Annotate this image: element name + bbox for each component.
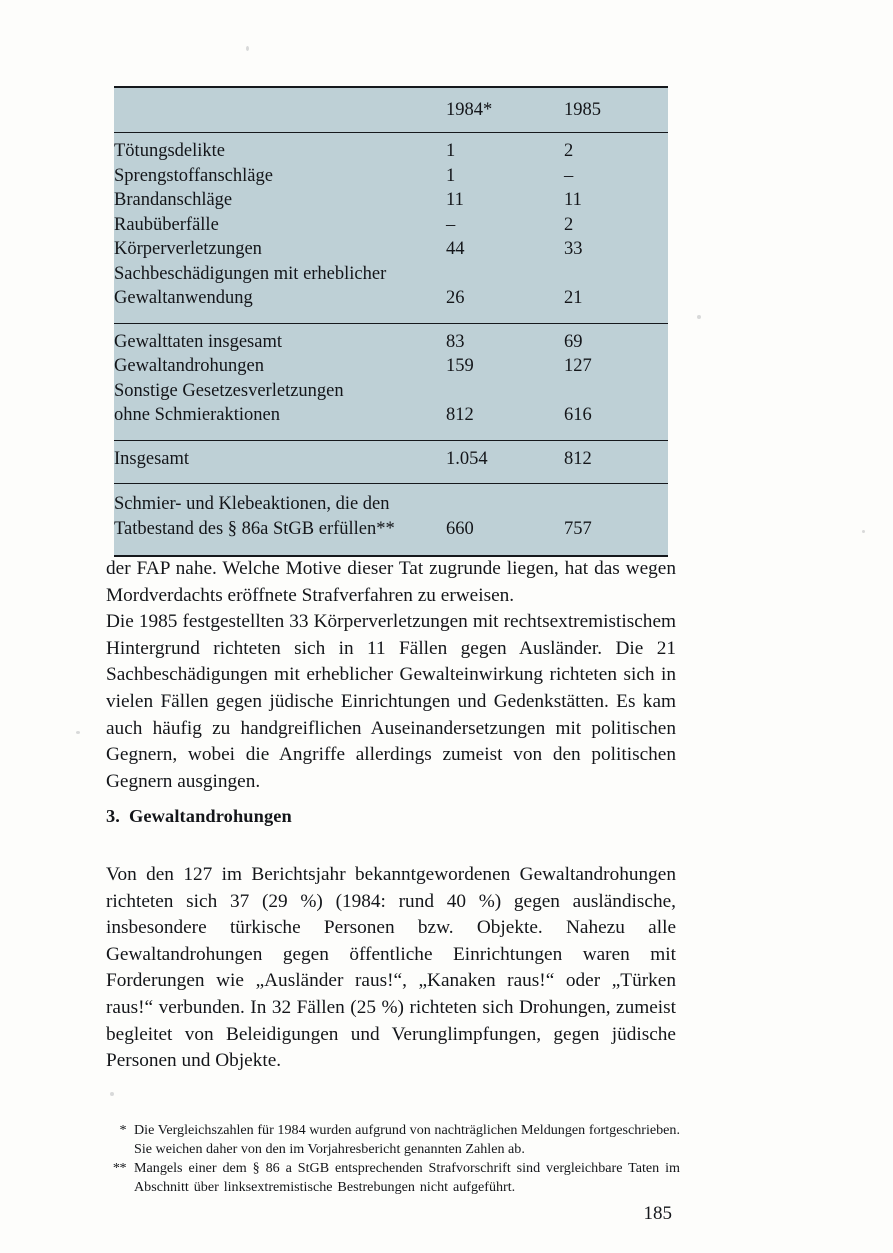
row-value-1985: 127 — [564, 356, 592, 376]
table-header-label — [114, 87, 446, 133]
row-value-1984 — [446, 382, 564, 407]
footnotes — [108, 1121, 680, 1196]
body-text-block-upper — [106, 556, 676, 795]
row-label: Tötungsdelikte — [114, 141, 225, 161]
table-total-row — [114, 450, 668, 475]
footnote-marker: * — [119, 1122, 126, 1138]
scan-speck — [110, 1092, 114, 1096]
table-gap — [114, 474, 668, 484]
row-value-1985 — [564, 265, 668, 290]
table-row — [114, 406, 668, 431]
row-label: Insgesamt — [114, 448, 190, 469]
table-row — [114, 216, 668, 241]
row-value-1984 — [446, 495, 564, 520]
footnote-text: Die Vergleichszahlen für 1984 wurden aufgrund von nachträglichen Meldungen fortgeschrieben. Sie weichen daher von den im Vorjahresbericht genannten Zahlen ab. — [134, 1122, 680, 1157]
row-label: Tatbestand des § 86a StGB erfüllen** — [114, 518, 395, 539]
table-row — [114, 333, 668, 358]
row-value-1984: 44 — [446, 239, 465, 259]
table-row — [114, 167, 668, 192]
table-row — [114, 520, 668, 545]
table-header-1984: 1984* — [446, 99, 493, 120]
row-label: Gewaltandrohungen — [114, 356, 265, 376]
paragraph-1: der FAP nahe. Welche Motive dieser Tat zugrunde liegen, hat das wegen Mordverdachts eröffnete Strafverfahren zu erweisen. — [106, 558, 676, 606]
row-label: Körperverletzungen — [114, 239, 262, 259]
statistics-table — [114, 86, 668, 557]
table-header-1985: 1985 — [564, 99, 601, 120]
table-gap — [114, 544, 668, 556]
row-value-1984: 1 — [446, 165, 456, 186]
table-row — [114, 495, 668, 520]
table-row — [114, 382, 668, 407]
row-value-1985 — [564, 495, 668, 520]
row-value-1985 — [564, 382, 668, 407]
page-number: 185 — [643, 1203, 672, 1224]
row-value-1984: 83 — [446, 331, 465, 352]
row-value-1984: 1 — [446, 141, 456, 161]
paragraph-2: Die 1985 festgestellten 33 Körperverletzungen mit rechtsextremistischem Hintergrund richteten sich in 11 Fällen gegen Ausländer. Die 21 Sachbeschädigungen mit erheblicher Gewalteinwirkung richteten sich in vielen Fällen gegen jüdische Einrichtungen und Gedenkstätten. Es kam auch häufig zu handgreiflichen Auseinandersetzungen mit politischen Gegnern, wobei die Angriffe allerdings zumeist von den politischen Gegnern ausgingen. — [106, 611, 676, 792]
row-value-1985: 757 — [564, 518, 592, 539]
table-row — [114, 265, 668, 290]
row-value-1984: 159 — [446, 356, 474, 376]
row-value-1984: – — [446, 214, 456, 235]
table-gap — [114, 431, 668, 441]
table-row — [114, 357, 668, 382]
row-label: Sachbeschädigungen mit erheblicher — [114, 263, 387, 284]
row-label: Sprengstoffanschläge — [114, 165, 273, 186]
row-value-1985: 812 — [564, 448, 592, 469]
row-label: Gewalttaten insgesamt — [114, 331, 282, 352]
table-row — [114, 289, 668, 314]
scan-speck — [862, 530, 865, 533]
row-value-1985: – — [564, 165, 574, 186]
footnote-item — [108, 1159, 680, 1196]
row-label: Sonstige Gesetzesverletzungen — [114, 380, 344, 401]
row-value-1985: 2 — [564, 214, 574, 235]
table-row — [114, 240, 668, 265]
footnote-marker: ** — [112, 1160, 126, 1177]
row-value-1985: 33 — [564, 239, 583, 259]
table-header-row — [114, 87, 668, 133]
scan-speck — [246, 46, 249, 51]
row-value-1985: 21 — [564, 288, 583, 308]
row-value-1985: 11 — [564, 190, 582, 210]
footnote-item — [108, 1121, 680, 1158]
section-heading — [106, 806, 676, 827]
footnote-text: Mangels einer dem § 86 a StGB entsprechenden Strafvorschrift sind vergleichbare Taten im Abschnitt über linksextremistische Bestrebungen nicht aufgeführt. — [134, 1160, 680, 1195]
row-label: Brandanschläge — [114, 190, 233, 210]
row-label: Schmier- und Klebeaktionen, die den — [114, 494, 390, 514]
table-row — [114, 191, 668, 216]
row-value-1984 — [446, 265, 564, 290]
row-label: Gewaltanwendung — [114, 288, 253, 308]
table-row — [114, 142, 668, 167]
row-value-1984: 11 — [446, 190, 464, 210]
table-gap — [114, 314, 668, 324]
paragraph-3: Von den 127 im Berichtsjahr bekanntgewordenen Gewaltandrohungen richteten sich 37 (29 %) (1984: rund 40 %) gegen ausländische, insbesondere türkische Personen bzw. Objekte. Nahezu alle Gewaltandrohungen gegen öffentliche Einrichtungen waren mit Forderungen wie „Ausländer raus!“, „Kanaken raus!“ oder „Türken raus!“ verbunden. In 32 Fällen (25 %) richteten sich Drohungen, zumeist begleitet von Beleidigungen und Verunglimpfungen, gegen jüdische Personen und Objekte. — [106, 864, 676, 1072]
scan-speck — [697, 315, 701, 319]
row-value-1985: 69 — [564, 331, 583, 352]
scan-speck — [76, 731, 80, 734]
row-value-1984: 1.054 — [446, 448, 488, 469]
row-value-1984: 26 — [446, 288, 465, 308]
row-label: ohne Schmieraktionen — [114, 405, 280, 425]
section-title: Gewaltandrohungen — [129, 806, 292, 826]
row-value-1985: 2 — [564, 141, 574, 161]
row-value-1984: 660 — [446, 518, 474, 539]
body-text-block-lower — [106, 862, 676, 1075]
row-value-1985: 616 — [564, 405, 592, 425]
row-label: Raubüberfälle — [114, 214, 219, 235]
section-number: 3. — [106, 806, 120, 826]
row-value-1984: 812 — [446, 405, 474, 425]
